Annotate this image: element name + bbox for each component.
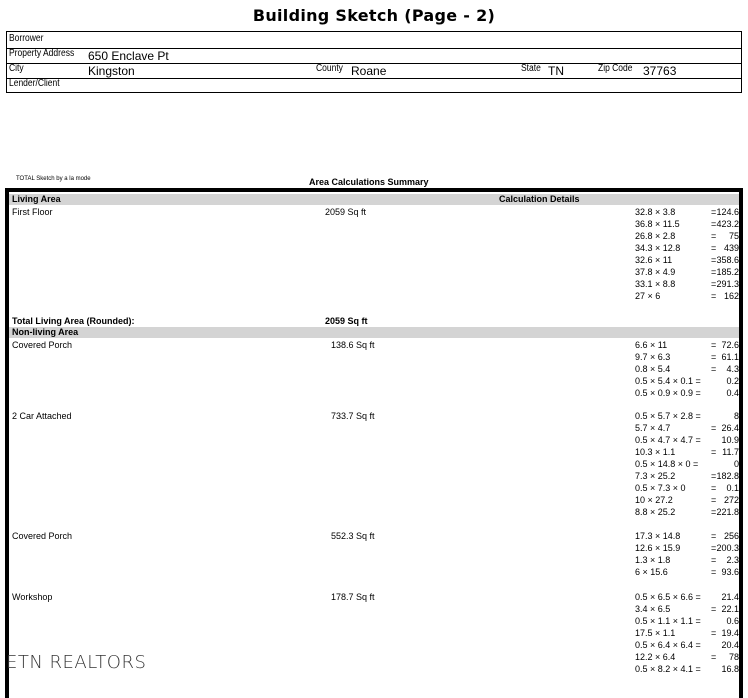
calc-equals: = bbox=[711, 352, 717, 362]
calc-result: 0.4 bbox=[726, 388, 739, 398]
zip-label: Zip Code bbox=[598, 63, 633, 74]
living-area-header: Living Area bbox=[12, 194, 61, 204]
calc-result: 291.3 bbox=[716, 279, 739, 289]
calc-row bbox=[635, 567, 739, 579]
calc-result: 439 bbox=[723, 243, 739, 253]
calc-result: 22.1 bbox=[721, 604, 739, 614]
calc-result: 20.4 bbox=[721, 640, 739, 650]
calc-equals: = bbox=[711, 604, 717, 614]
calc-equals: = bbox=[711, 447, 717, 457]
calc-equals: = bbox=[711, 628, 717, 638]
calc-row bbox=[635, 279, 739, 291]
zip-value: 37763 bbox=[643, 64, 677, 78]
calc-row bbox=[635, 640, 739, 652]
calc-result: 19.4 bbox=[721, 628, 739, 638]
calc-result: 4.3 bbox=[726, 364, 739, 374]
total-living-label: Total Living Area (Rounded): bbox=[12, 316, 135, 326]
calc-equals: = bbox=[711, 567, 717, 577]
calc-row bbox=[635, 471, 739, 483]
state-value: TN bbox=[548, 64, 564, 78]
area-name: First Floor bbox=[12, 207, 53, 217]
area-size: 2059 Sq ft bbox=[325, 207, 367, 217]
area-name: Covered Porch bbox=[12, 340, 73, 350]
calc-equals: = bbox=[711, 543, 717, 553]
calc-result: 0 bbox=[733, 459, 739, 469]
calc-expression: 0.5 × 5.7 × 2.8 = bbox=[635, 411, 701, 421]
calc-equals: = bbox=[711, 471, 717, 481]
calc-expression: 0.5 × 1.1 × 1.1 = bbox=[635, 616, 701, 626]
calc-row bbox=[635, 291, 739, 303]
calc-expression: 1.3 × 1.8 bbox=[635, 555, 671, 565]
calc-expression: 0.5 × 6.4 × 6.4 = bbox=[635, 640, 701, 650]
calc-equals: = bbox=[711, 231, 717, 241]
calc-row bbox=[635, 340, 739, 352]
calc-expression: 12.2 × 6.4 bbox=[635, 652, 676, 662]
city-label: City bbox=[9, 63, 24, 74]
calc-equals: = bbox=[711, 243, 717, 253]
calc-result: 182.8 bbox=[716, 471, 739, 481]
calc-details-header: Calculation Details bbox=[499, 194, 580, 204]
area-name: Covered Porch bbox=[12, 531, 73, 541]
calc-result: 272 bbox=[723, 495, 739, 505]
calc-row bbox=[635, 531, 739, 543]
calc-equals: = bbox=[711, 652, 717, 662]
calc-row bbox=[635, 616, 739, 628]
county-label: County bbox=[316, 63, 343, 74]
calc-row bbox=[635, 543, 739, 555]
calc-row bbox=[635, 231, 739, 243]
calc-equals: = bbox=[711, 507, 717, 517]
calc-expression: 26.8 × 2.8 bbox=[635, 231, 676, 241]
calc-expression: 33.1 × 8.8 bbox=[635, 279, 676, 289]
calc-result: 221.8 bbox=[716, 507, 739, 517]
calc-equals: = bbox=[711, 555, 717, 565]
calc-expression: 34.3 × 12.8 bbox=[635, 243, 681, 253]
calc-expression: 0.5 × 0.9 × 0.9 = bbox=[635, 388, 701, 398]
calc-expression: 36.8 × 11.5 bbox=[635, 219, 680, 229]
calc-row bbox=[635, 483, 739, 495]
software-note: TOTAL Sketch by a la mode bbox=[16, 176, 91, 182]
calc-expression: 6.6 × 11 bbox=[635, 340, 668, 350]
calc-result: 10.9 bbox=[721, 435, 739, 445]
calc-row bbox=[635, 423, 739, 435]
property-address-label: Property Address bbox=[9, 48, 75, 59]
watermark-logo: ETN REALTORS bbox=[6, 652, 147, 673]
calc-row bbox=[635, 652, 739, 664]
borrower-label: Borrower bbox=[9, 33, 44, 44]
calc-list bbox=[635, 340, 739, 400]
calc-list bbox=[635, 531, 739, 579]
calc-expression: 0.5 × 4.7 × 4.7 = bbox=[635, 435, 701, 445]
state-label: State bbox=[521, 63, 541, 74]
calc-list bbox=[635, 592, 739, 676]
living-area-header-row bbox=[9, 194, 739, 205]
calc-row bbox=[635, 507, 739, 519]
calc-expression: 17.5 × 1.1 bbox=[635, 628, 676, 638]
calc-result: 256 bbox=[723, 531, 739, 541]
calc-expression: 10.3 × 1.1 bbox=[635, 447, 676, 457]
calc-row bbox=[635, 207, 739, 219]
area-size: 138.6 Sq ft bbox=[331, 340, 375, 350]
lender-row bbox=[7, 77, 741, 93]
calc-expression: 17.3 × 14.8 bbox=[635, 531, 681, 541]
calc-row bbox=[635, 592, 739, 604]
calc-expression: 0.5 × 8.2 × 4.1 = bbox=[635, 664, 701, 674]
calc-row bbox=[635, 447, 739, 459]
calc-result: 75 bbox=[728, 231, 739, 241]
calc-equals: = bbox=[711, 291, 717, 301]
county-value: Roane bbox=[351, 64, 387, 78]
page-title: Building Sketch (Page - 2) bbox=[252, 6, 496, 25]
calc-result: 124.6 bbox=[716, 207, 739, 217]
area-size: 178.7 Sq ft bbox=[331, 592, 375, 602]
calc-result: 423.2 bbox=[716, 219, 739, 229]
calc-expression: 32.8 × 3.8 bbox=[635, 207, 676, 217]
non-living-header-row bbox=[9, 327, 739, 338]
area-name: Workshop bbox=[12, 592, 53, 602]
calc-result: 2.3 bbox=[726, 555, 739, 565]
property-address-value: 650 Enclave Pt bbox=[88, 49, 169, 63]
calc-row bbox=[635, 495, 739, 507]
area-name: 2 Car Attached bbox=[12, 411, 72, 421]
calc-row bbox=[635, 411, 739, 423]
calc-equals: = bbox=[711, 364, 717, 374]
calc-result: 200.3 bbox=[716, 543, 739, 553]
calc-expression: 5.7 × 4.7 bbox=[635, 423, 671, 433]
calc-list bbox=[635, 411, 739, 519]
calc-equals: = bbox=[711, 495, 717, 505]
calc-result: 185.2 bbox=[716, 267, 739, 277]
calc-row bbox=[635, 664, 739, 676]
calc-result: 78 bbox=[728, 652, 739, 662]
calc-result: 21.4 bbox=[721, 592, 739, 602]
calc-expression: 0.5 × 5.4 × 0.1 = bbox=[635, 376, 701, 386]
calc-result: 0.2 bbox=[726, 376, 739, 386]
calc-expression: 0.5 × 14.8 × 0 = bbox=[635, 459, 699, 469]
calc-row bbox=[635, 219, 739, 231]
calc-row bbox=[635, 388, 739, 400]
calc-row bbox=[635, 435, 739, 447]
calc-row bbox=[635, 604, 739, 616]
calc-expression: 0.8 × 5.4 bbox=[635, 364, 671, 374]
calc-result: 72.6 bbox=[721, 340, 739, 350]
calc-expression: 12.6 × 15.9 bbox=[635, 543, 681, 553]
calc-result: 0.1 bbox=[726, 483, 739, 493]
calc-equals: = bbox=[711, 219, 717, 229]
calc-result: 358.6 bbox=[716, 255, 739, 265]
calc-equals: = bbox=[711, 207, 717, 217]
calc-list bbox=[635, 207, 739, 303]
calc-row bbox=[635, 364, 739, 376]
lender-label: Lender/Client bbox=[9, 78, 60, 89]
calc-expression: 0.5 × 7.3 × 0 bbox=[635, 483, 686, 493]
total-living-value: 2059 Sq ft bbox=[325, 316, 368, 326]
calc-equals: = bbox=[711, 531, 717, 541]
calc-equals: = bbox=[711, 267, 717, 277]
calc-equals: = bbox=[711, 483, 717, 493]
calc-row bbox=[635, 628, 739, 640]
calc-result: 61.1 bbox=[721, 352, 739, 362]
calc-result: 93.6 bbox=[721, 567, 739, 577]
calc-row bbox=[635, 255, 739, 267]
calc-result: 26.4 bbox=[721, 423, 739, 433]
calc-equals: = bbox=[711, 340, 717, 350]
area-size: 552.3 Sq ft bbox=[331, 531, 375, 541]
calc-expression: 9.7 × 6.3 bbox=[635, 352, 671, 362]
calc-row bbox=[635, 267, 739, 279]
calc-expression: 8.8 × 25.2 bbox=[635, 507, 676, 517]
calc-equals: = bbox=[711, 255, 717, 265]
city-value: Kingston bbox=[88, 64, 135, 78]
calc-result: 16.8 bbox=[721, 664, 739, 674]
calc-result: 0.6 bbox=[726, 616, 739, 626]
calc-result: 8 bbox=[733, 411, 739, 421]
calc-expression: 7.3 × 25.2 bbox=[635, 471, 676, 481]
calc-row bbox=[635, 376, 739, 388]
calc-result: 162 bbox=[723, 291, 739, 301]
calc-row bbox=[635, 352, 739, 364]
calc-equals: = bbox=[711, 279, 717, 289]
calc-row bbox=[635, 459, 739, 471]
calc-expression: 27 × 6 bbox=[635, 291, 661, 301]
calc-expression: 32.6 × 11 bbox=[635, 255, 673, 265]
calc-equals: = bbox=[711, 423, 717, 433]
header-form bbox=[6, 31, 742, 93]
calc-row bbox=[635, 243, 739, 255]
calc-result: 11.7 bbox=[722, 447, 739, 457]
calc-expression: 10 × 27.2 bbox=[635, 495, 673, 505]
calc-expression: 37.8 × 4.9 bbox=[635, 267, 676, 277]
calc-expression: 0.5 × 6.5 × 6.6 = bbox=[635, 592, 701, 602]
calc-expression: 3.4 × 6.5 bbox=[635, 604, 671, 614]
calc-row bbox=[635, 555, 739, 567]
non-living-header: Non-living Area bbox=[12, 327, 79, 337]
calc-expression: 6 × 15.6 bbox=[635, 567, 668, 577]
area-calculations-table bbox=[5, 188, 743, 698]
summary-title: Area Calculations Summary bbox=[309, 177, 429, 187]
area-size: 733.7 Sq ft bbox=[331, 411, 375, 421]
